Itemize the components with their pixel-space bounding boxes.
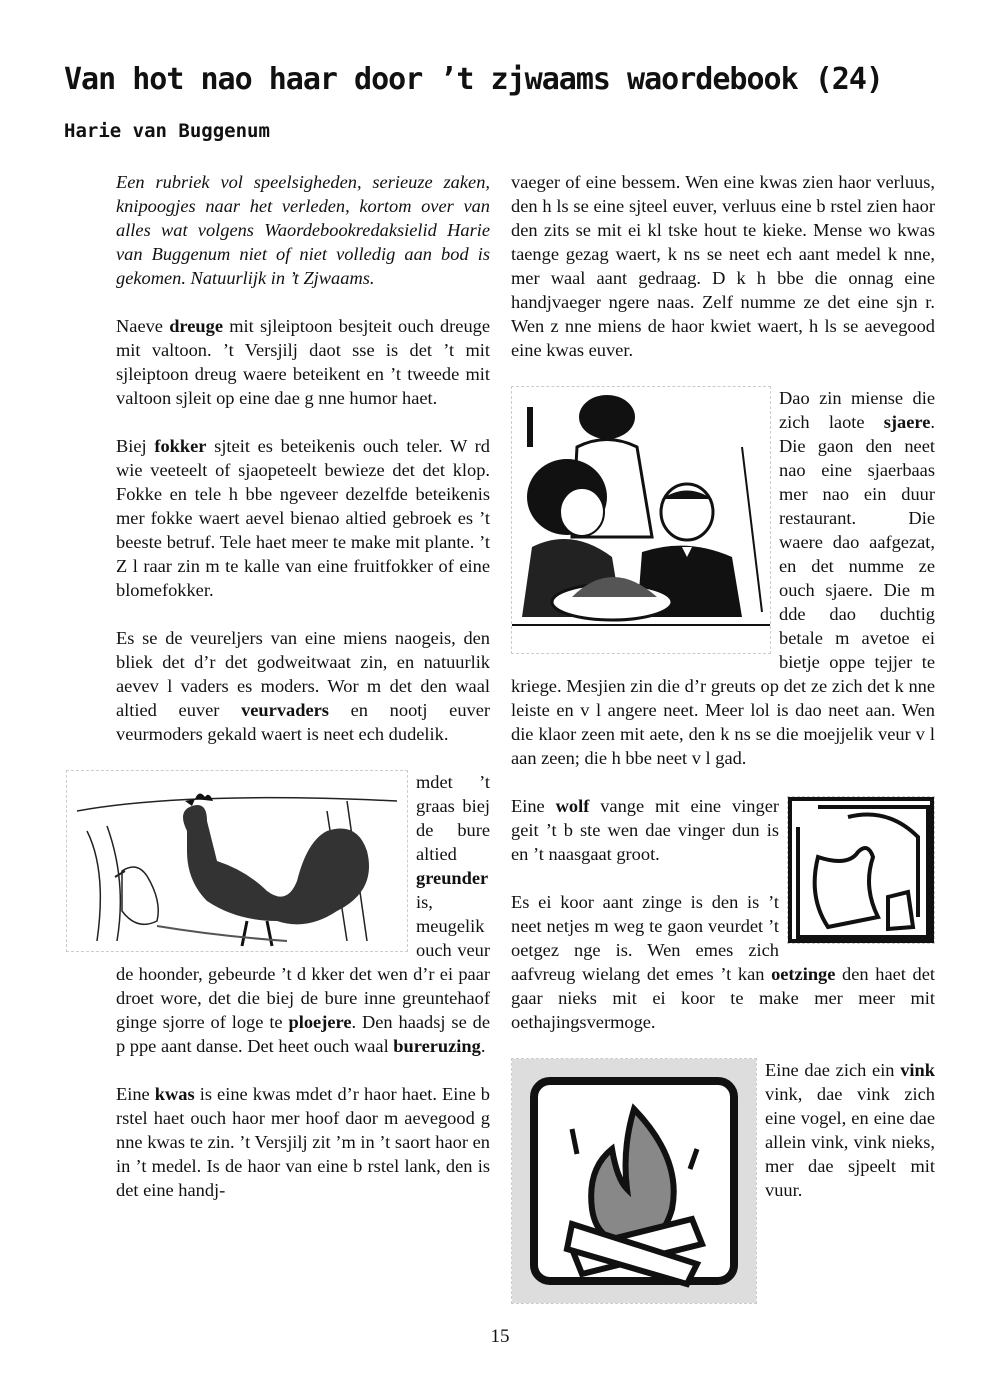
- text: Dao zin miense die zich laote: [779, 388, 935, 432]
- paragraph-sjaere: [511, 386, 935, 770]
- text: vink, dae vink zich eine vogel, en eine dae allein vink, vink nieks, mer dae sjpeelt mit vuur.: [765, 1084, 935, 1200]
- text: Es ei koor aant zinge is den is ’t neet netjes m weg te gaon veurdet ’t oetgez nge is. Wen emes zich aafvreug wielang det emes ’t kan: [511, 892, 779, 984]
- rooster-illustration: [66, 770, 408, 952]
- text: . Die gaon den neet nao eine sjaerbaas mer nao ein duur restaurant. Die waere dao aafgezat, en det numme ze ouch sjaere. Die m dde dao duchtig betale m avetoe ei bietje oppe tejjer te kriege. Mesjien zin die d’r greuts op det ze zich det k nne leiste en v l angere neet. Meer lol is dao neet aan. Wen die klaor zeen mit aete, den k ns se die moejjelik veur v l aan zeen; die h bbe neet v l gad.: [511, 412, 935, 768]
- author-name: Harie van Buggenum: [64, 120, 270, 142]
- paragraph-dreuge: [116, 314, 490, 410]
- keyword-ploejere: ploejere: [288, 1012, 352, 1032]
- text: mit sjleiptoon besjteit ouch dreuge mit valtoon. ’t Versjilj daot sse is det ’t mit sjleiptoon dreug waere beteikent en ’t tweede mit valtoon sjleit op eine dae g nne humor haet.: [116, 316, 491, 408]
- text: . Den haadsj se de p ppe aant danse. Det heet ouch waal: [116, 1012, 490, 1056]
- text: Naeve: [116, 316, 170, 336]
- left-column: [116, 170, 490, 1226]
- text: Eine: [511, 796, 556, 816]
- text: is eine kwas mdet d’r haor haet. Eine b rstel haet ouch haor mer hoof daor m aevegood g nne kwas te zin. ’t Versjilj zit ’m in ’t saort haor en in ’t medel. Is de haor van eine b rstel lank, den is det eine handj-: [116, 1084, 490, 1200]
- article-title: Van hot nao haar door ’t zjwaams waordebook (24): [64, 62, 883, 97]
- paragraph-kwas: [116, 1082, 490, 1202]
- paragraph-kwas-continued: vaeger of eine bessem. Wen eine kwas zien haor verluus, den h ls se eine sjteel euver, verluus eine b rstel zien haor den zits se mit ei kl tske hout te kieke. Mense wo kwas taenge gezag waert, k ns se neet ech aant medel k nne, mer waal aant gedraag. D k h bbe die onnag eine handjvaeger ngere naas. Zelf numme ze det eine sjn r. Wen z nne miens de haor kwiet waert, h ls se aevegood eine kwas euver.: [511, 172, 935, 360]
- paragraph-wolf: [511, 794, 935, 866]
- paragraph-veurvaders: [116, 626, 490, 746]
- paragraph-vink: [511, 1058, 935, 1202]
- paragraph-greunder: [116, 770, 490, 1058]
- text: Es se de veureljers van eine miens naogeis, den bliek det d’r det godweitwaat zin, en natuurlik aevev l vaders es moders. Wor m det den waal altied euver: [116, 628, 490, 720]
- keyword-kwas: kwas: [154, 1084, 195, 1104]
- keyword-veurvaders: veurvaders: [241, 700, 329, 720]
- text: is, meugelik ouch veur de hoonder, gebeurde ’t d kker det wen d’r ei paar droet wore, det die biej de bure inne greuntehaof ginge sjorre of loge te: [116, 892, 490, 1032]
- text: Eine dae zich ein: [765, 1060, 901, 1080]
- text: den haet det gaar nieks mit ei koor te make mer meer mit oethajingsvermoge.: [511, 964, 935, 1032]
- paragraph-fokker: [116, 434, 490, 602]
- keyword-sjaere: sjaere: [883, 412, 931, 432]
- text: en nootj euver veurmoders gekald waert is neet ech dudelik.: [116, 700, 491, 744]
- campfire-illustration: [511, 1058, 757, 1304]
- text: vange mit eine vinger geit ’t b ste wen dae vinger dun is en ’t naasgaat groot.: [511, 796, 779, 864]
- keyword-dreuge: dreuge: [169, 316, 223, 336]
- text: .: [480, 1036, 486, 1056]
- text: mdet ’t graas biej de bure altied: [416, 772, 490, 864]
- keyword-greunder: greunder: [416, 868, 489, 888]
- text: Biej: [116, 436, 155, 456]
- keyword-wolf: wolf: [555, 796, 590, 816]
- finger-illustration: [787, 796, 935, 944]
- restaurant-illustration: [511, 386, 771, 654]
- keyword-fokker: fokker: [154, 436, 207, 456]
- text: sjteit es beteikenis ouch teler. W rd wie veeteelt of sjaopeteelt bewieze det det klop. Fokke en tele h bbe ngeveer dezelfde beteikenis mer fokke waert aevel bienao altied gebroek es ’t beeste betruf. Tele haet meer te make mit plante. ’t Z l raar zin m te kalle van eine fruitfokker of eine blomefokker.: [116, 436, 490, 600]
- right-column: [511, 170, 935, 1306]
- text: Eine: [116, 1084, 155, 1104]
- keyword-vink: vink: [900, 1060, 935, 1080]
- page-number: 15: [490, 1326, 510, 1347]
- intro-paragraph: Een rubriek vol speelsigheden, serieuze zaken, knipoogjes naar het verleden, kortom over van alles wat volgens Waordebookredaksielid Harie van Buggenum niet of niet volledig aan bod is gekomen. Natuurlijk in ’t Zjwaams.: [116, 172, 490, 288]
- keyword-oetzinge: oetzinge: [771, 964, 836, 984]
- keyword-bureruzing: bureruzing: [393, 1036, 481, 1056]
